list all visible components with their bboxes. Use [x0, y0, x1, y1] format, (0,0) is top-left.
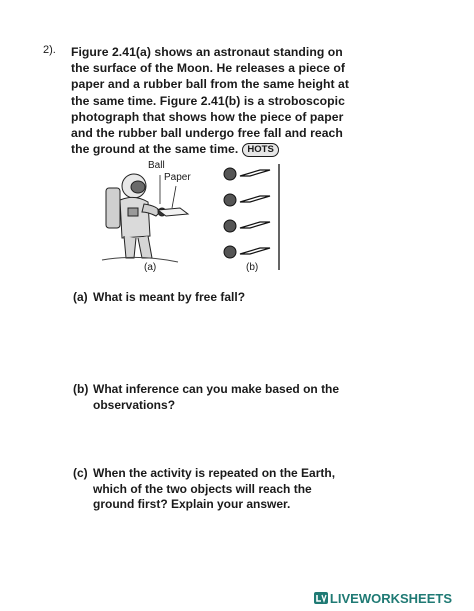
liveworksheets-logo [314, 591, 452, 606]
ball-paper-pair [224, 194, 270, 206]
paper-pointer [172, 186, 176, 208]
subquestion-label: (a) [73, 290, 88, 304]
figure-2-41 [98, 158, 288, 278]
intro-line: and the rubber ball undergo free fall and reach [71, 126, 343, 141]
brand-text: LIVEWORKSHEETS [329, 591, 452, 606]
ball-paper-pair [224, 220, 270, 232]
subquestion-label: (c) [73, 466, 88, 480]
subquestion-label: (b) [73, 382, 89, 396]
intro-line: the surface of the Moon. He releases a piece of [71, 61, 345, 76]
subquestion-text: What is meant by free fall? [93, 290, 246, 304]
paper-label: Paper [164, 172, 191, 183]
figure-illustration [98, 158, 288, 278]
subquestion-text: What inference can you make based on the [93, 382, 340, 396]
ball-paper-pair [224, 168, 270, 180]
intro-line: photograph that shows how the piece of paper [71, 109, 344, 124]
question-intro [71, 44, 349, 157]
hots-badge: HOTS [242, 143, 279, 157]
subquestion-text: observations? [93, 397, 176, 412]
subquestion-text: which of the two objects will reach the [93, 481, 312, 496]
question-number: 2). [43, 44, 56, 56]
ball-paper-pair [224, 246, 270, 258]
intro-line: the ground at the same time. [71, 142, 239, 157]
caption-b: (b) [246, 262, 259, 273]
intro-line: paper and a rubber ball from the same height at [71, 77, 349, 92]
ball-label: Ball [148, 160, 165, 171]
liveworksheets-icon [314, 592, 328, 604]
astronaut-illustration [102, 174, 188, 262]
intro-line: Figure 2.41(a) shows an astronaut standing on [71, 45, 343, 59]
subquestion-text: ground first? Explain your answer. [93, 497, 291, 511]
stroboscopic-photo [224, 164, 279, 270]
subquestion-text: When the activity is repeated on the Earth, [93, 466, 336, 480]
intro-line: the same time. Figure 2.41(b) is a stroboscopic [71, 93, 345, 108]
caption-a: (a) [144, 262, 157, 273]
